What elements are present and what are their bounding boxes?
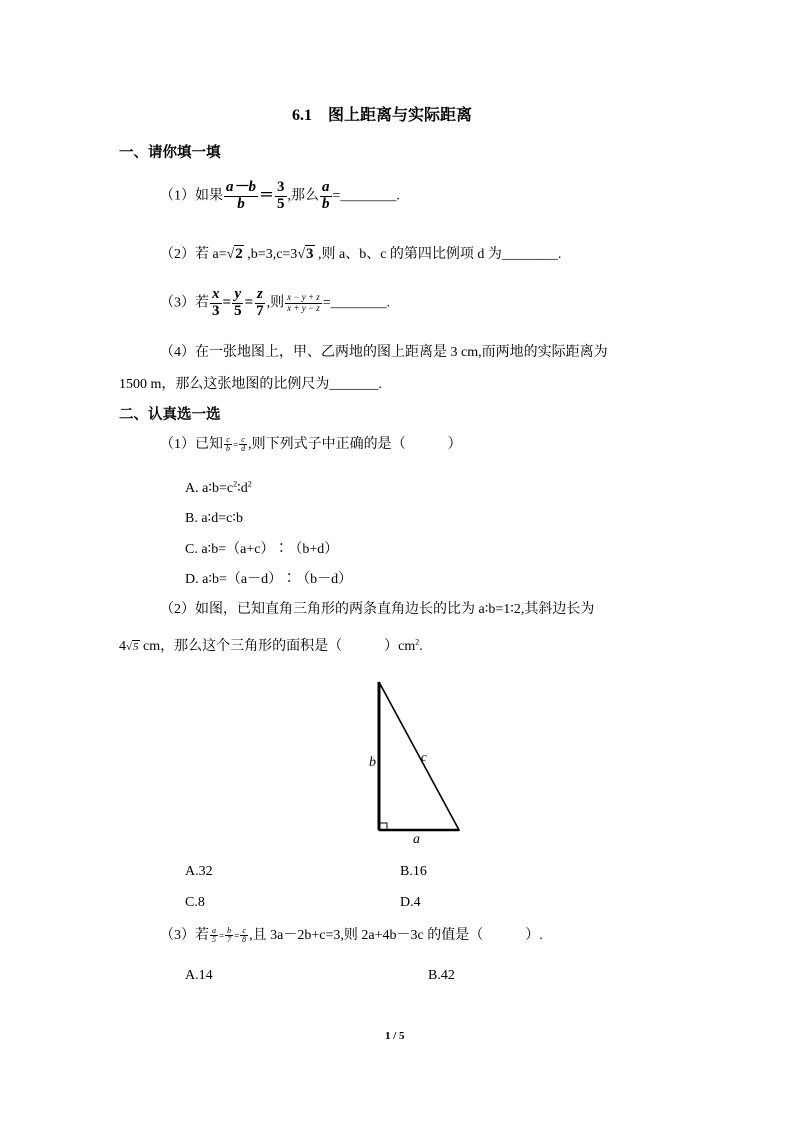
question-1-3: （3）若 $\frac{x}{3}$ = $\frac{y}{5}$ = $\frac{z}{7}$ ,则 $\frac{x - y + z}{x + y - z}$ =________. [160,286,391,319]
label-b: b [369,755,376,770]
question-2-2-line-1: （2）如图，已知直角三角形的两条直角边长的比为 a∶b=1∶2,其斜边长为 [160,602,595,617]
page-title: 6.1 图上距离与实际距离 [292,107,473,124]
question-2-3: （3）若 $\frac{a}{5}$ = $\frac{b}{7}$ = $\frac{c}{8}$ ,且 3a－2b+c=3,则 2a+4b－3c 的值是（ ）. [160,926,543,945]
question-1-1: （1）如果 $\frac{a-b}{b}$ ＝ $\frac{3}{5}$ ,那么 $\frac{a}{b}$ =________. [160,179,400,212]
option-2-3-b: B.42 [428,968,455,983]
question-1-4-line-1: （4）在一张地图上，甲、乙两地的图上距离是 3 cm,而两地的实际距离为 [160,345,608,360]
option-2-2-a: A.32 [185,864,213,879]
question-1-2: （2）若 a=√2 ,b=3,c=3√3 ,则 a、b、c 的第四比例项 d 为________. [160,246,562,262]
option-2-1-c: C. a∶b=（a+c）∶（b+d） [185,542,339,557]
option-2-2-d: D.4 [400,895,421,910]
triangle-shape [379,682,459,830]
page-number: 1 / 5 [385,1030,405,1042]
sqrt-2: √2 [226,246,243,262]
option-2-2-b: B.16 [400,864,427,879]
question-2-1: （1）已知 $\frac{c}{b}$ = $\frac{c}{d}$ ,则下列式子中正确的是（ ） [160,435,462,454]
question-1-4-line-2: 1500 m，那么这张地图的比例尺为_______. [119,377,382,392]
section-2-heading: 二、认真选一选 [119,407,221,423]
section-1-heading: 一、请你填一填 [119,145,221,161]
sqrt-3: √3 [297,246,314,262]
option-2-2-c: C.8 [185,895,205,910]
label-c: c [421,749,427,764]
right-triangle-figure [360,675,470,845]
sqrt-5: √5 [126,641,139,653]
option-2-1-b: B. a∶d=c∶b [185,511,243,526]
question-2-2-line-2: 4√5 cm，那么这个三角形的面积是（ ）$cm^2$. [119,637,423,654]
label-a: a [413,832,420,845]
option-2-1-a: A. $a∶b=c^2∶d^2$ [185,479,252,496]
option-2-1-d: D. a∶b=（a－d）∶（b－d） [185,572,353,587]
option-2-3-a: A.14 [185,968,213,983]
